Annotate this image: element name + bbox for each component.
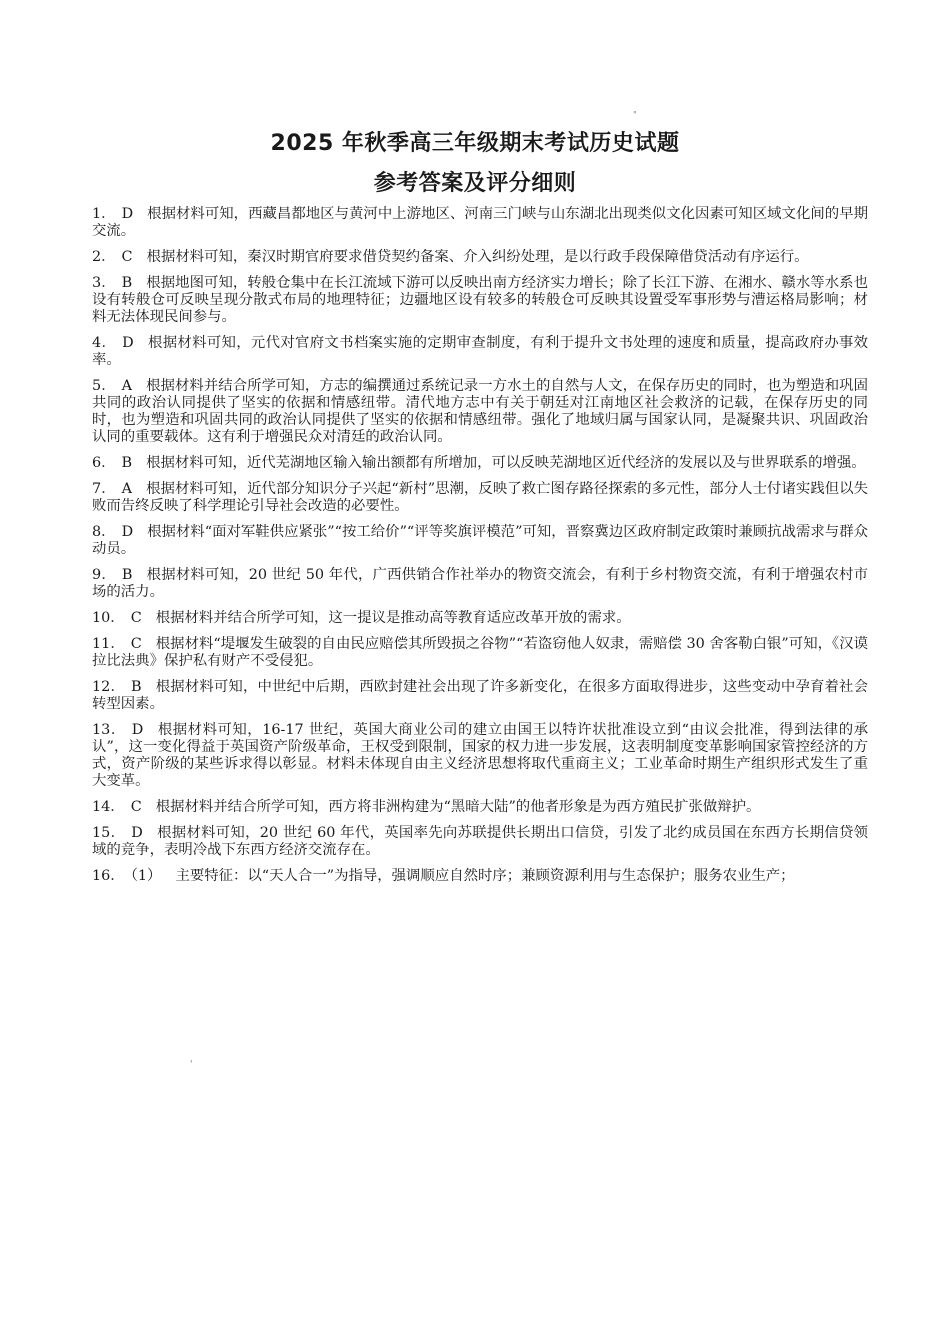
answer-text: 根据材料可知，20 世纪 60 年代，英国率先向苏联提供长期出口信贷，引发了北约成员国在东西方长期信贷领域的竞争，表明冷战下东西方经济交流存在。	[92, 825, 869, 858]
answer-item-12: 12． B 根据材料可知，中世纪中后期，西欧封建社会出现了许多新变化，在很多方面取得进步，这些变动中孕育着社会转型因素。	[92, 679, 868, 712]
answer-text: 根据材料并结合所学可知，西方将非洲构建为“黑暗大陆”的他者形象是为西方殖民扩张做辩护。	[155, 799, 761, 815]
answer-text: 根据材料并结合所学可知，这一提议是推动高等教育适应改革开放的需求。	[155, 610, 631, 626]
answer-text: 主要特征：以“天人合一”为指导，强调顺应自然时序；兼顾资源利用与生态保护；服务农业生产；	[175, 868, 795, 884]
answer-key: D	[131, 722, 144, 738]
answer-key: B	[121, 455, 133, 471]
document-title: 2025 年秋季高三年级期末考试历史试题	[270, 131, 680, 156]
answer-key: C	[121, 249, 133, 265]
answer-item-13: 13． D 根据材料可知，16-17 世纪，英国大商业公司的建立由国王以特许状批准设立到“由议会批准，得到法律的承认”，这一变化得益于英国资产阶级革命，王权受到限制，国家的权力进一步发展，这表明制度变革影响国家管控经济的方式，资产阶级的某些诉求得以彰显。材料未体现自由主义经济思想将取代重商主义；工业革命时期生产组织形式发生了重大变革。	[92, 722, 868, 789]
answer-key: D	[131, 825, 143, 841]
answer-text: 根据地图可知，转般仓集中在长江流域下游可以反映出南方经济实力增长；除了长江下游、在湘水、赣水等水系也设有转般仓可反映呈现分散式布局的地理特征；边疆地区设有较多的转般仓可反映其设置受军事形势与漕运格局影响；材料无法体现民间参与。	[92, 275, 868, 325]
answer-item-15: 15． D 根据材料可知，20 世纪 60 年代，英国率先向苏联提供长期出口信贷，引发了北约成员国在东西方长期信贷领域的竞争，表明冷战下东西方经济交流存在。	[92, 825, 869, 858]
answer-key: D	[121, 206, 134, 222]
answer-item-8: 8． D 根据材料“面对军鞋供应紧张”“按工给价”“评等奖旗评模范”可知，晋察冀边区政府制定政策时兼顾抗战需求与群众动员。	[92, 524, 868, 557]
answer-key: A	[121, 378, 133, 394]
answer-key: C	[130, 799, 142, 815]
answer-list	[92, 206, 868, 894]
document-subtitle: 参考答案及评分细则	[373, 171, 577, 196]
answer-item-2: 2． C 根据材料可知，秦汉时期官府要求借贷契约备案、介入纠纷处理，是以行政手段保障借贷活动有序运行。	[92, 249, 809, 265]
answer-item-9: 9． B 根据材料可知，20 世纪 50 年代，广西供销合作社举办的物资交流会，有利于乡村物资交流，有利于增强农村市场的活力。	[92, 567, 868, 600]
answer-item-3: 3． B 根据地图可知，转般仓集中在长江流域下游可以反映出南方经济实力增长；除了长江下游、在湘水、赣水等水系也设有转般仓可反映呈现分散式布局的地理特征；边疆地区设有较多的转般仓可反映其设置受军事形势与漕运格局影响；材料无法体现民间参与。	[92, 275, 868, 325]
answer-key: D	[122, 335, 134, 351]
answer-key: A	[121, 481, 133, 497]
answer-key: B	[121, 567, 133, 583]
answer-key: D	[121, 524, 134, 540]
answer-item-6: 6． B 根据材料可知，近代芜湖地区输入输出额都有所增加，可以反映芜湖地区近代经济的发展以及与世界联系的增强。	[92, 455, 866, 471]
answer-key: C	[130, 610, 142, 626]
answer-key: B	[121, 275, 133, 291]
answer-text: 根据材料可知，中世纪中后期，西欧封建社会出现了许多新变化，在很多方面取得进步，这些变动中孕育着社会转型因素。	[92, 679, 868, 712]
answer-text: 根据材料可知，近代芜湖地区输入输出额都有所增加，可以反映芜湖地区近代经济的发展以及与世界联系的增强。	[146, 455, 866, 471]
answer-item-16: 16． （1） 主要特征：以“天人合一”为指导，强调顺应自然时序；兼顾资源利用与生态保护；服务农业生产；	[92, 868, 795, 884]
answer-item-14: 14． C 根据材料并结合所学可知，西方将非洲构建为“黑暗大陆”的他者形象是为西方殖民扩张做辩护。	[92, 799, 761, 815]
answer-item-10: 10． C 根据材料并结合所学可知，这一提议是推动高等教育适应改革开放的需求。	[92, 610, 631, 626]
answer-key: （1）	[130, 868, 162, 884]
answer-item-11: 11． C 根据材料“堤堰发生破裂的自由民应赔偿其所毁损之谷物”“若盗窃他人奴隶，需赔偿 30 舍客勒白银”可知，《汉谟拉比法典》保护私有财产不受侵犯。	[92, 636, 868, 669]
answer-key: B	[131, 679, 142, 695]
answer-key: C	[130, 636, 142, 652]
answer-item-5: 5． A 根据材料并结合所学可知，方志的编撰通过系统记录一方水土的自然与人文，在保存历史的同时，也为塑造和巩固共同的政治认同提供了坚实的依据和情感纽带。清代地方志中有关于朝廷对江南地区社会救济的记载，在保存历史的同时，也为塑造和巩固共同的政治认同提供了坚实的依据和情感纽带。强化了地域归属与国家认同，是凝聚共识、巩固政治认同的重要载体。这有利于增强民众对清廷的政治认同。	[92, 378, 869, 445]
answer-text: 根据材料可知，近代部分知识分子兴起“新村”思潮，反映了救亡图存路径探索的多元性，部分人士付诸实践但以失败而告终反映了科学理论引导社会改造的必要性。	[92, 481, 869, 514]
answer-text: 根据材料并结合所学可知，方志的编撰通过系统记录一方水土的自然与人文，在保存历史的同时，也为塑造和巩固共同的政治认同提供了坚实的依据和情感纽带。清代地方志中有关于朝廷对江南地区社会救济的记载，在保存历史的同时，也为塑造和巩固共同的政治认同提供了坚实的依据和情感纽带。强化了地域归属与国家认同，是凝聚共识、巩固政治认同的重要载体。这有利于增强民众对清廷的政治认同。	[92, 378, 869, 445]
answer-item-4: 4． D 根据材料可知，元代对官府文书档案实施的定期审查制度，有利于提升文书处理的速度和质量，提高政府办事效率。	[92, 335, 868, 368]
answer-text: 根据材料“堤堰发生破裂的自由民应赔偿其所毁损之谷物”“若盗窃他人奴隶，需赔偿 30 舍客勒白银”可知，《汉谟拉比法典》保护私有财产不受侵犯。	[92, 636, 868, 669]
answer-text: 根据材料可知，元代对官府文书档案实施的定期审查制度，有利于提升文书处理的速度和质量，提高政府办事效率。	[92, 335, 868, 368]
stray-mark: '	[190, 1060, 193, 1070]
answer-item-1: 1． D 根据材料可知，西藏昌都地区与黄河中上游地区、河南三门峡与山东湖北出现类似文化因素可知区域文化间的早期交流。	[92, 206, 868, 239]
answer-text: 根据材料可知，秦汉时期官府要求借贷契约备案、介入纠纷处理，是以行政手段保障借贷活动有序运行。	[146, 249, 809, 265]
answer-text: 根据材料可知，16-17 世纪，英国大商业公司的建立由国王以特许状批准设立到“由议会批准，得到法律的承认”，这一变化得益于英国资产阶级革命，王权受到限制，国家的权力进一步发展，这表明制度变革影响国家管控经济的方式，资产阶级的某些诉求得以彰显。材料未体现自由主义经济思想将取代重商主义；工业革命时期生产组织形式发生了重大变革。	[92, 722, 868, 789]
answer-item-7: 7． A 根据材料可知，近代部分知识分子兴起“新村”思潮，反映了救亡图存路径探索的多元性，部分人士付诸实践但以失败而告终反映了科学理论引导社会改造的必要性。	[92, 481, 869, 514]
answer-text: 根据材料可知，西藏昌都地区与黄河中上游地区、河南三门峡与山东湖北出现类似文化因素可知区域文化间的早期交流。	[92, 206, 868, 239]
stray-mark: "	[633, 110, 637, 119]
answer-text: 根据材料“面对军鞋供应紧张”“按工给价”“评等奖旗评模范”可知，晋察冀边区政府制定政策时兼顾抗战需求与群众动员。	[92, 524, 868, 557]
answer-text: 根据材料可知，20 世纪 50 年代，广西供销合作社举办的物资交流会，有利于乡村物资交流，有利于增强农村市场的活力。	[92, 567, 868, 600]
